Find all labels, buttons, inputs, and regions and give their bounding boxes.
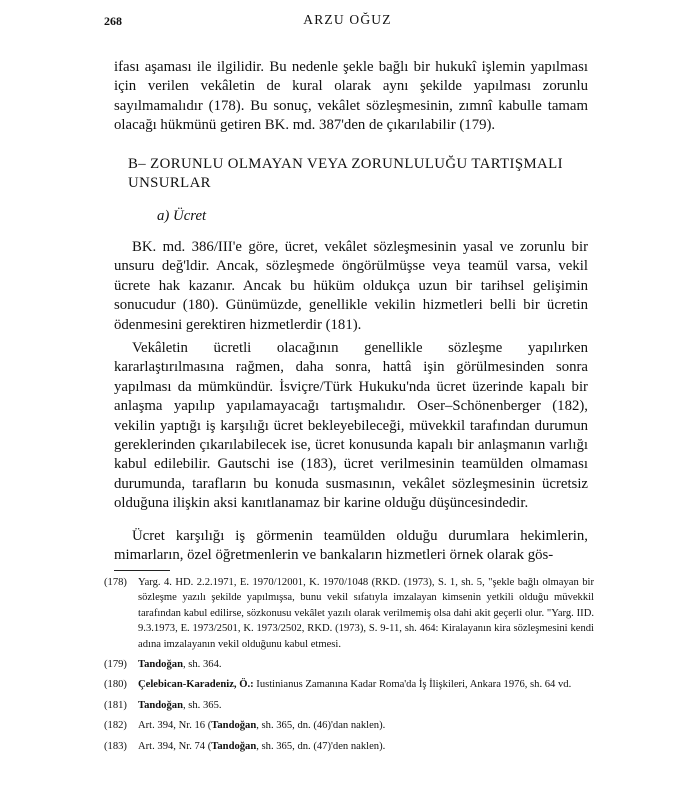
footnote-post: , sh. 365, dn. (46)'dan naklen). [256,720,386,732]
footnote [104,698,594,713]
footnote-text [138,677,594,692]
footnote-rule [114,570,170,571]
footnote-mark: (179) [104,659,127,671]
footnote [104,718,594,733]
footnote-mark: (181) [104,699,127,711]
footnote-author: Tandoğan [138,659,183,671]
running-head: ARZU OĞUZ [303,12,392,27]
footnote-mark: (182) [104,720,127,732]
footnote-text [138,718,594,733]
footnote-author: Tandoğan [138,699,183,711]
subheading: a) Ücret [157,208,207,224]
footnote [104,677,594,692]
paragraph-2-block [114,238,588,335]
footnote [104,657,594,672]
footnote-post: , sh. 365. [182,699,222,711]
footnote-post: Iustinianus Zamanına Kadar Roma'da İş İlişkileri, Ankara 1976, sh. 64 vd. [253,679,572,691]
footnote [104,575,594,652]
footnotes [104,575,594,759]
footnote-text [138,698,594,713]
page-number: 268 [104,14,122,28]
footnote-mark: (183) [104,740,127,752]
footnote-author: Tandoğan [211,720,257,732]
paragraph-1: ifası aşaması ile ilgilidir. Bu nedenle şekle bağlı bir hukukî işlemin yapılması için verilen vekâletin de kural olarak aynı şekilde yapılması zorunlu sayılmamalıdır (178). Bu sonuç, vekâlet sözleşmesinin, zımnî kabulle tamam olacağı hükmünü getiren BK. md. 387'den de çıkarılabilir (179). [114,59,588,134]
footnote-post: , sh. 364. [182,659,222,671]
paragraph-4-block [114,527,588,566]
paragraph-3-block [114,339,588,514]
footnote-author: Çelebican-Karadeniz, Ö.: [138,679,254,691]
paragraph-4: Ücret karşılığı iş görmenin teamülden olduğu durumlara hekimlerin, mimarların, özel öğretmenlerin ve bankaların hizmetleri örnek olarak gös- [114,528,588,564]
footnote-text [138,739,594,754]
section-heading: B– ZORUNLU OLMAYAN VEYA ZORUNLULUĞU TARTIŞMALI UNSURLAR [128,156,563,192]
footnote-author: Tandoğan [211,740,257,752]
footnote-text [138,657,594,672]
paragraph-1-block [114,58,588,136]
footnote-post: , sh. 365, dn. (47)'den naklen). [256,740,386,752]
paragraph-2: BK. md. 386/III'e göre, ücret, vekâlet sözleşmesinin yasal ve zorunlu bir unsuru değ'ldir. Ancak, sözleşmede öngörülmüşse veya teamül varsa, vekil ücrete hak kazanır. Ancak bu hüküm oldukça uzun bir tarihsel gelişimin sonucudur (180). Günümüzde, genellikle vekilin hizmetleri belli bir ücretin ödenmesini gerektiren hizmetlerdir (181). [114,239,588,333]
footnote [104,739,594,754]
footnote-text [138,575,594,652]
paragraph-3: Vekâletin ücretli olacağının genellikle sözleşme yapılırken kararlaştırılmasına rağmen, daha sonra, hattâ işin görülmesinden sonra yapılması da mümkündür. İsviçre/Türk Hukuku'nda ücret üzerinde kapalı bir anlaşma yapılıp yapılamayacağı tartışmalıdır. Oser–Schönenberger (182), vekilin yaptığı iş karşılığı ücret bekleyebileceği, müvekkil tarafından durumun gereklerinden çıkarılabilecek ise, ücret konusunda kapalı bir anlaşmanın varlığı kabul edilebilir. Gautschi ise (183), ücret verilmesinin teamülden olmaması durumunda, tarafların bu konuda susmasının, vekâlet sözleşmesinin ücretsiz olduğuna ilişkin aksi kanıtlanamaz bir karine olduğu düşüncesindedir. [114,340,588,512]
footnote-pre: Art. 394, Nr. 74 ( [138,740,212,752]
footnote-mark: (180) [104,679,127,691]
footnote-pre: Art. 394, Nr. 16 ( [138,720,212,732]
footnote-mark: (178) [104,577,127,588]
footnote-pre: Yarg. 4. HD. 2.2.1971, E. 1970/12001, K. 1970/1048 (RKD. (1973), S. 1, sh. 5, "şekle bağlı olmayan bir sözleşme yazılı şekilde yapılmışsa, bunu vekil sıfatıyla imzalayan kimsenin yetkili olduğu müvekkil tarafından kabul edilirse, sözkonusu vekâlet yazılı olarak verilmemiş olsa dahi akit geçerli olur. "Yarg. IID. 9.3.1973, E. 1973/2501, K. 1973/2502, RKD. (1973), S. 9-11, sh. 464: Kiralayanın kira sözleşmesini kendi adına imzalayanın vekil olduğunu kabul etmesi. [138,577,594,650]
